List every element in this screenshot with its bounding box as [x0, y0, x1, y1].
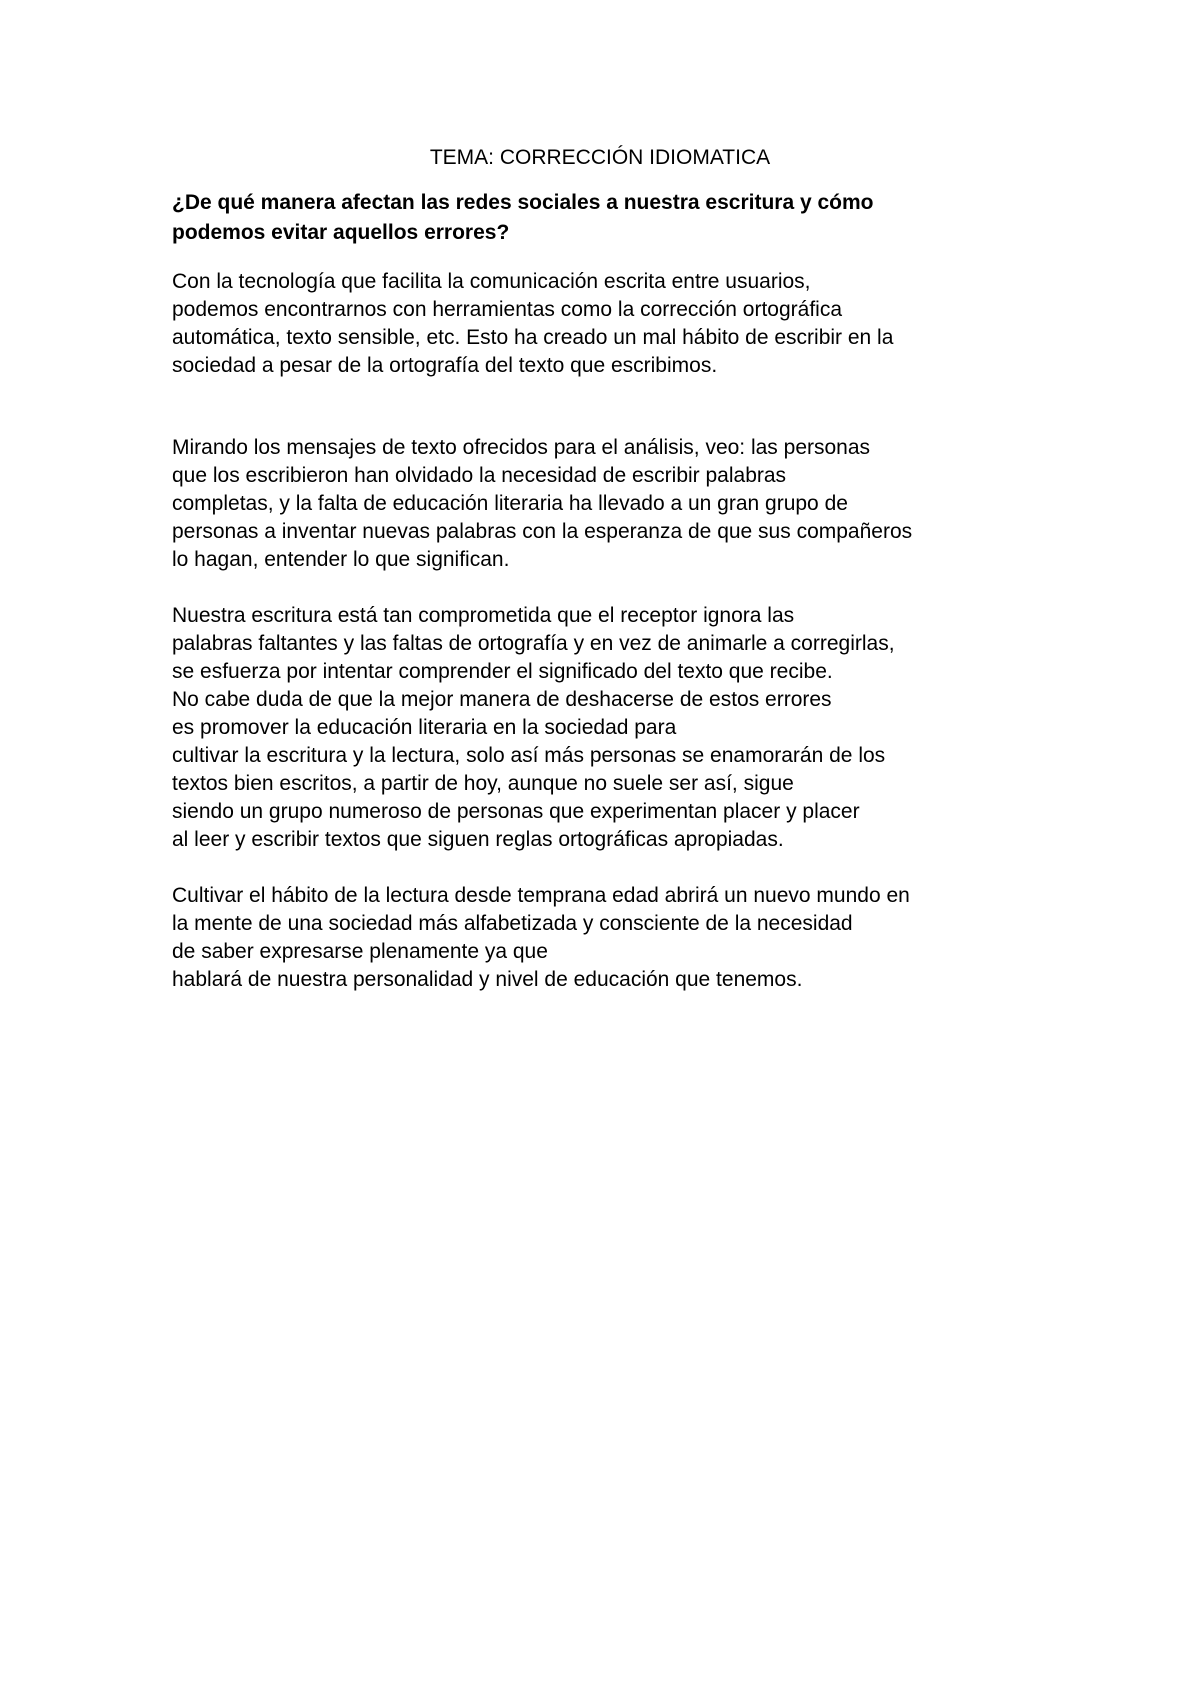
text-line: automática, texto sensible, etc. Esto ha creado un mal hábito de escribir en la: [172, 326, 894, 349]
question-line: podemos evitar aquellos errores?: [172, 221, 510, 244]
text-line: Nuestra escritura está tan comprometida que el receptor ignora las: [172, 604, 795, 627]
paragraph-1: [172, 268, 1092, 380]
text-line: de saber expresarse plenamente ya que: [172, 940, 548, 963]
paragraph-3: [172, 602, 1092, 854]
paragraph-2: [172, 434, 1092, 574]
text-line: al leer y escribir textos que siguen reglas ortográficas apropiadas.: [172, 828, 784, 851]
text-line: la mente de una sociedad más alfabetizada y consciente de la necesidad: [172, 912, 853, 935]
text-line: lo hagan, entender lo que significan.: [172, 548, 510, 571]
text-line: palabras faltantes y las faltas de ortografía y en vez de animarle a corregirlas,: [172, 632, 895, 655]
question-line: ¿De qué manera afectan las redes sociales a nuestra escritura y cómo: [172, 191, 874, 214]
document-title: TEMA: CORRECCIÓN IDIOMATICA: [429, 146, 771, 169]
text-line: Cultivar el hábito de la lectura desde temprana edad abrirá un nuevo mundo en: [172, 884, 910, 907]
text-line: siendo un grupo numeroso de personas que experimentan placer y placer: [172, 800, 860, 823]
text-line: es promover la educación literaria en la sociedad para: [172, 716, 677, 739]
text-line: personas a inventar nuevas palabras con la esperanza de que sus compañeros: [172, 520, 913, 543]
text-line: Mirando los mensajes de texto ofrecidos para el análisis, veo: las personas: [172, 436, 871, 459]
text-line: podemos encontrarnos con herramientas como la corrección ortográfica: [172, 298, 843, 321]
text-line: cultivar la escritura y la lectura, solo así más personas se enamorarán de los: [172, 744, 886, 767]
text-line: que los escribieron han olvidado la necesidad de escribir palabras: [172, 464, 787, 487]
text-line: completas, y la falta de educación literaria ha llevado a un gran grupo de: [172, 492, 848, 515]
text-line: sociedad a pesar de la ortografía del texto que escribimos.: [172, 354, 718, 377]
text-line: No cabe duda de que la mejor manera de deshacerse de estos errores: [172, 688, 832, 711]
question-heading: [172, 188, 1072, 248]
paragraph-4: [172, 882, 1092, 994]
text-line: Con la tecnología que facilita la comunicación escrita entre usuarios,: [172, 270, 811, 293]
text-line: textos bien escritos, a partir de hoy, aunque no suele ser así, sigue: [172, 772, 794, 795]
text-line: hablará de nuestra personalidad y nivel de educación que tenemos.: [172, 968, 803, 991]
text-line: se esfuerza por intentar comprender el significado del texto que recibe.: [172, 660, 833, 683]
